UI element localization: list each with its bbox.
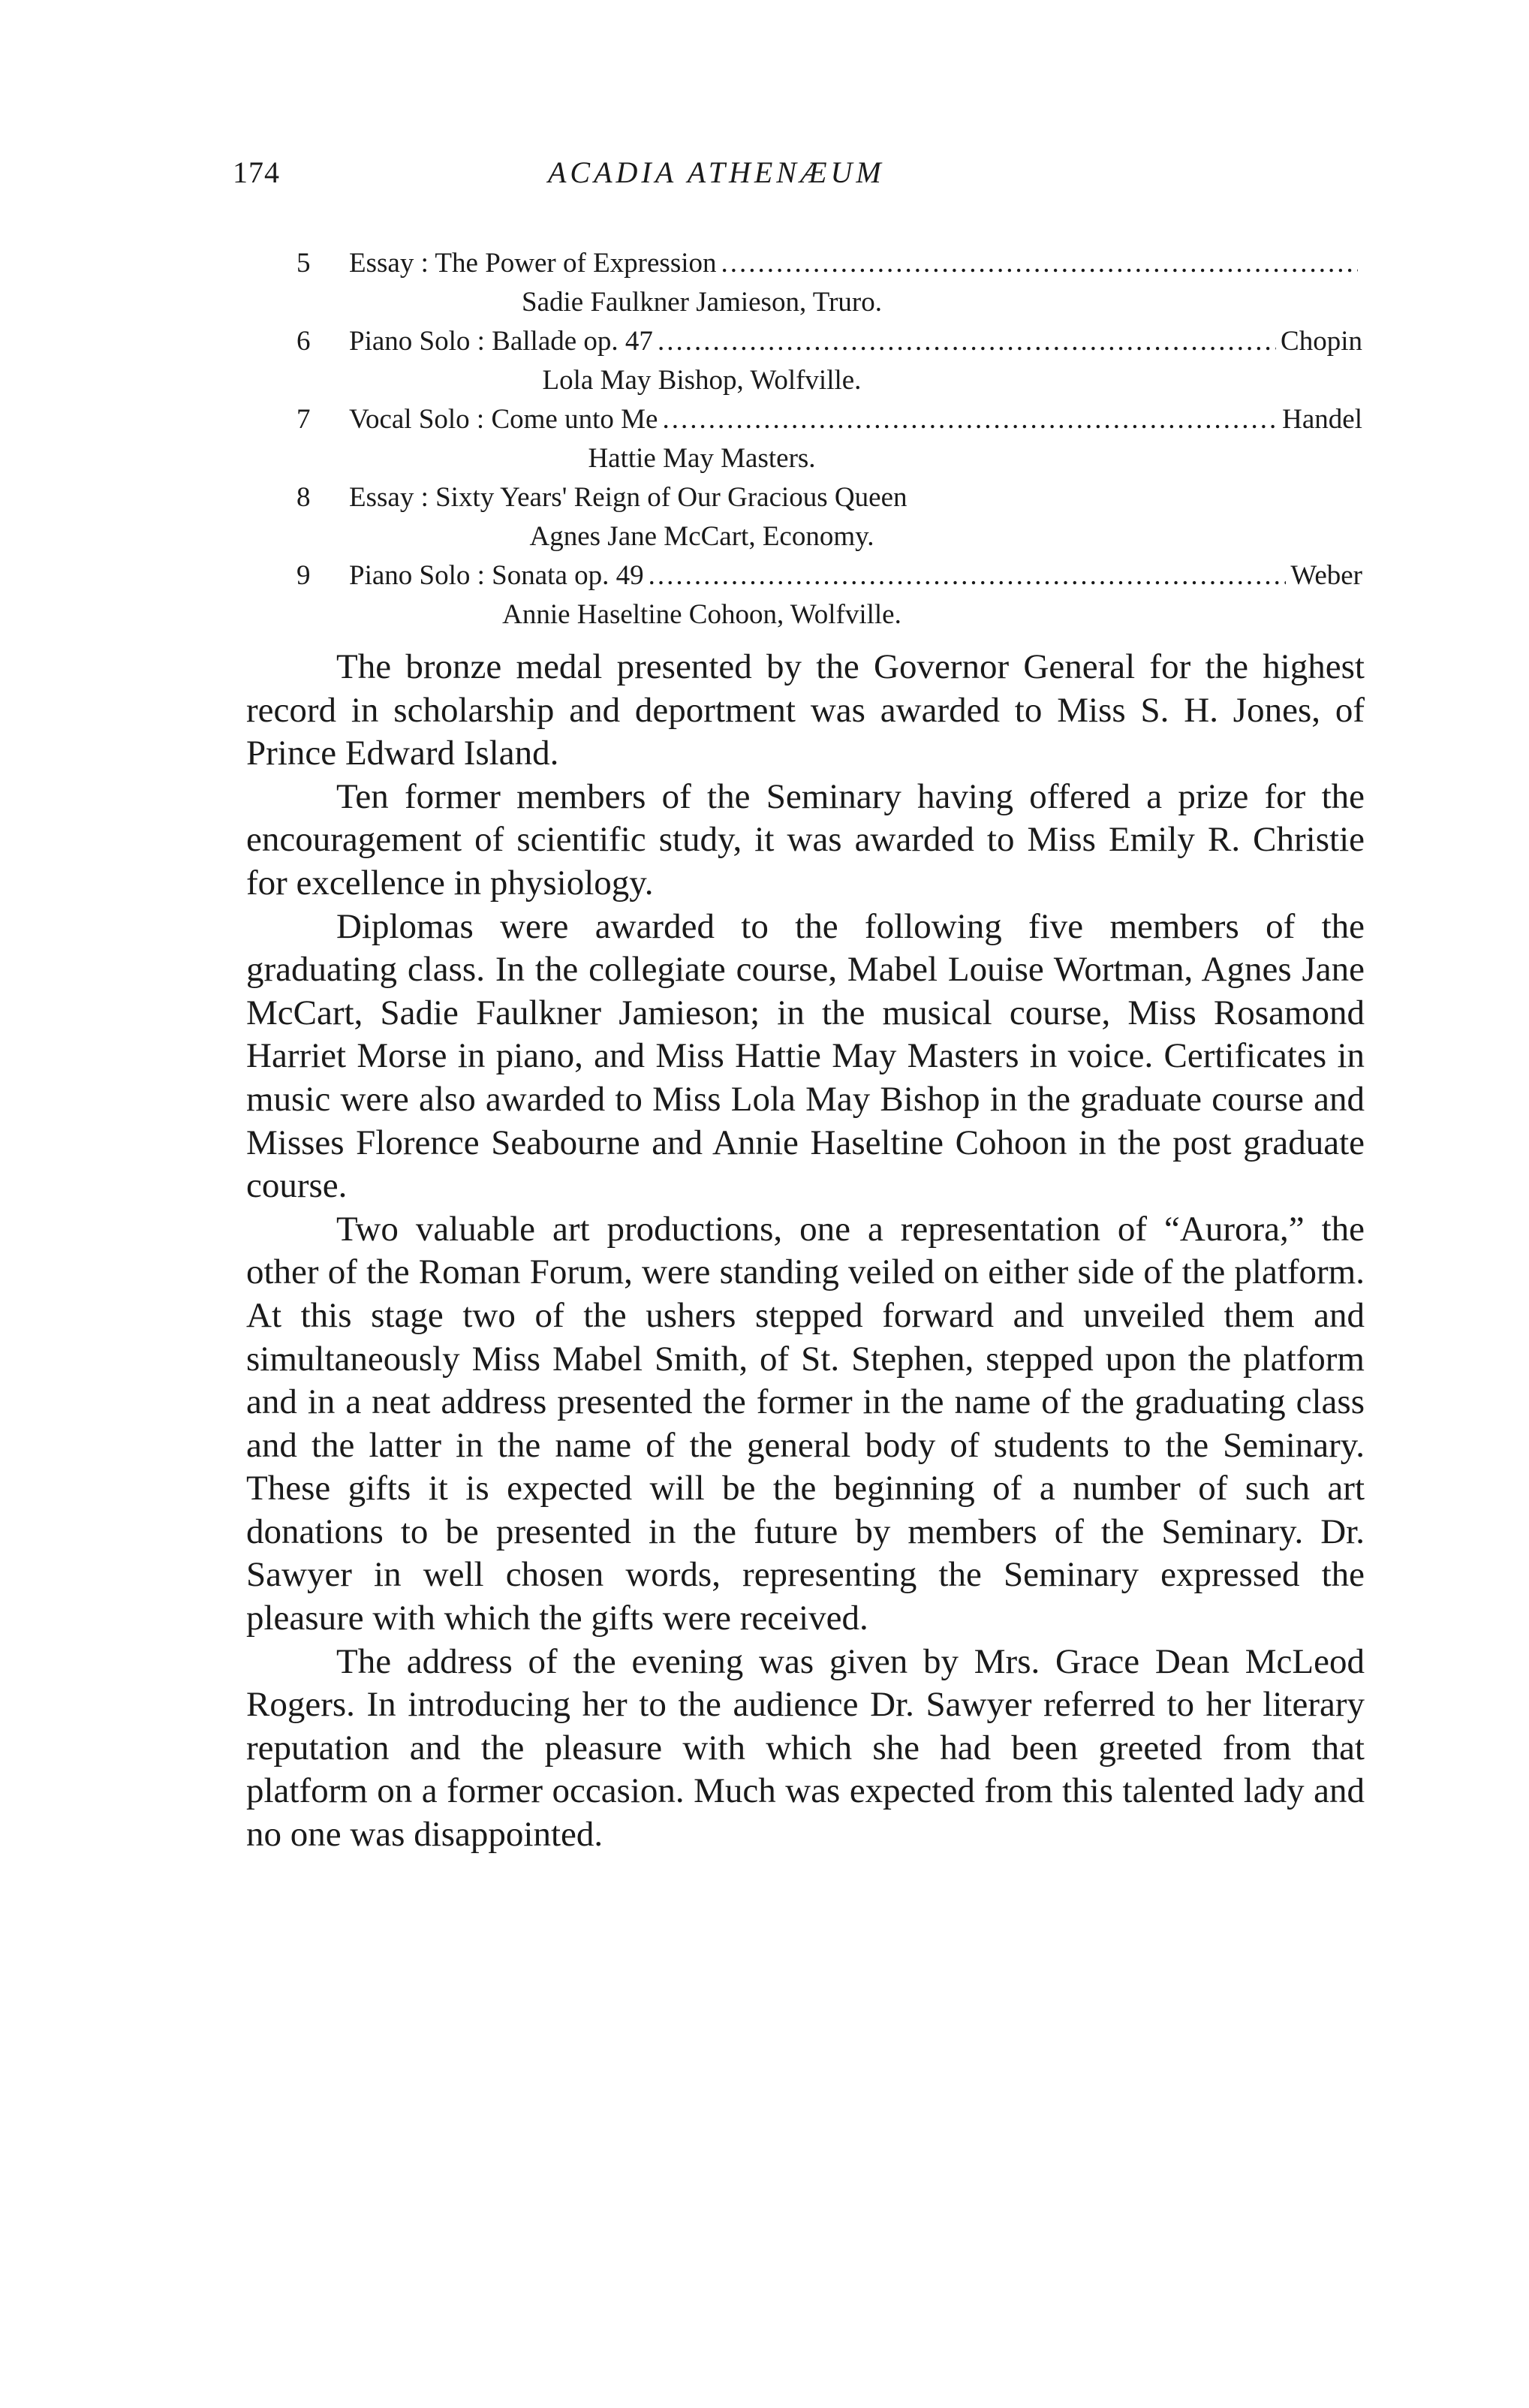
program-item-composer: Weber [1290, 560, 1362, 591]
dot-leader [658, 322, 1276, 361]
program-item-title: Vocal Solo : Come unto Me [349, 404, 658, 435]
program-item-title: Piano Solo : Ballade op. 47 [349, 326, 653, 357]
program-item-title: Essay : The Power of Expression [349, 248, 717, 279]
program-item-composer: Handel [1282, 404, 1362, 435]
program-item-number: 9 [296, 560, 311, 591]
program-item-number: 7 [296, 404, 311, 435]
dot-leader [721, 244, 1359, 283]
program-item-title: Piano Solo : Sonata op. 49 [349, 560, 644, 591]
program-item [296, 244, 1362, 322]
running-title: ACADIA ATHENÆUM [548, 155, 885, 189]
program-item-title: Essay : Sixty Years' Reign of Our Gracious Queen [349, 482, 907, 513]
dot-leader [662, 400, 1278, 439]
article-body [246, 646, 1365, 1857]
program-item-performer: Sadie Faulkner Jamieson, Truro. [522, 287, 882, 318]
dot-leader [649, 556, 1287, 595]
program-item [296, 478, 1362, 556]
program-item-performer: Lola May Bishop, Wolfville. [542, 365, 862, 396]
program-list [296, 244, 1362, 634]
program-item-number: 6 [296, 326, 311, 357]
paragraph-bronze-medal: The bronze medal presented by the Governor General for the highest record in scholarship and deportment was awarded to Miss S. H. Jones, of Prince Edward Island. [246, 647, 1365, 773]
program-item [296, 322, 1362, 400]
paragraph-art-productions: Two valuable art productions, one a representation of “Aurora,” the other of the Roman Forum, were standing veiled on either side of the platform. At this stage two of the ushers stepped forward and unveiled them and simultaneously Miss Mabel Smith, of St. Stephen, stepped upon the platform and in a neat address presented the former in the name of the graduating class and the latter in the name of the general body of students to the Seminary. These gifts it is expected will be the beginning of a number of such art donations to be presented in the future by members of the Seminary. Dr. Sawyer in well chosen words, representing the Seminary expressed the pleasure with which the gifts were received. [246, 1209, 1365, 1638]
program-item-composer: Chopin [1281, 326, 1362, 357]
page-number: 174 [233, 155, 280, 189]
page-header [233, 155, 1359, 200]
program-item-number: 8 [296, 482, 311, 513]
paragraph-evening-address: The address of the evening was given by Mrs. Grace Dean McLeod Rogers. In introducing her to the audience Dr. Sawyer referred to her literary reputation and the pleasure with which she had been greeted from that platform on a former occasion. Much was expected from this talented lady and no one was disappointed. [246, 1641, 1365, 1855]
program-item-performer: Annie Haseltine Cohoon, Wolfville. [502, 599, 901, 630]
program-item [296, 556, 1362, 634]
program-item-performer: Hattie May Masters. [588, 443, 816, 474]
program-item-number: 5 [296, 248, 311, 279]
paragraph-science-prize: Ten former members of the Seminary having offered a prize for the encouragement of scientific study, it was awarded to Miss Emily R. Christie for excellence in physiology. [246, 776, 1365, 903]
program-item-performer: Agnes Jane McCart, Economy. [529, 521, 874, 552]
program-item [296, 400, 1362, 478]
paragraph-diplomas: Diplomas were awarded to the following five members of the graduating class. In the collegiate course, Mabel Louise Wortman, Agnes Jane McCart, Sadie Faulkner Jamieson; in the musical course, Miss Rosamond Harriet Morse in piano, and Miss Hattie May Masters in voice. Certificates in music were also awarded to Miss Lola May Bishop in the graduate course and Misses Florence Seabourne and Annie Haseltine Cohoon in the post graduate course. [246, 906, 1365, 1206]
